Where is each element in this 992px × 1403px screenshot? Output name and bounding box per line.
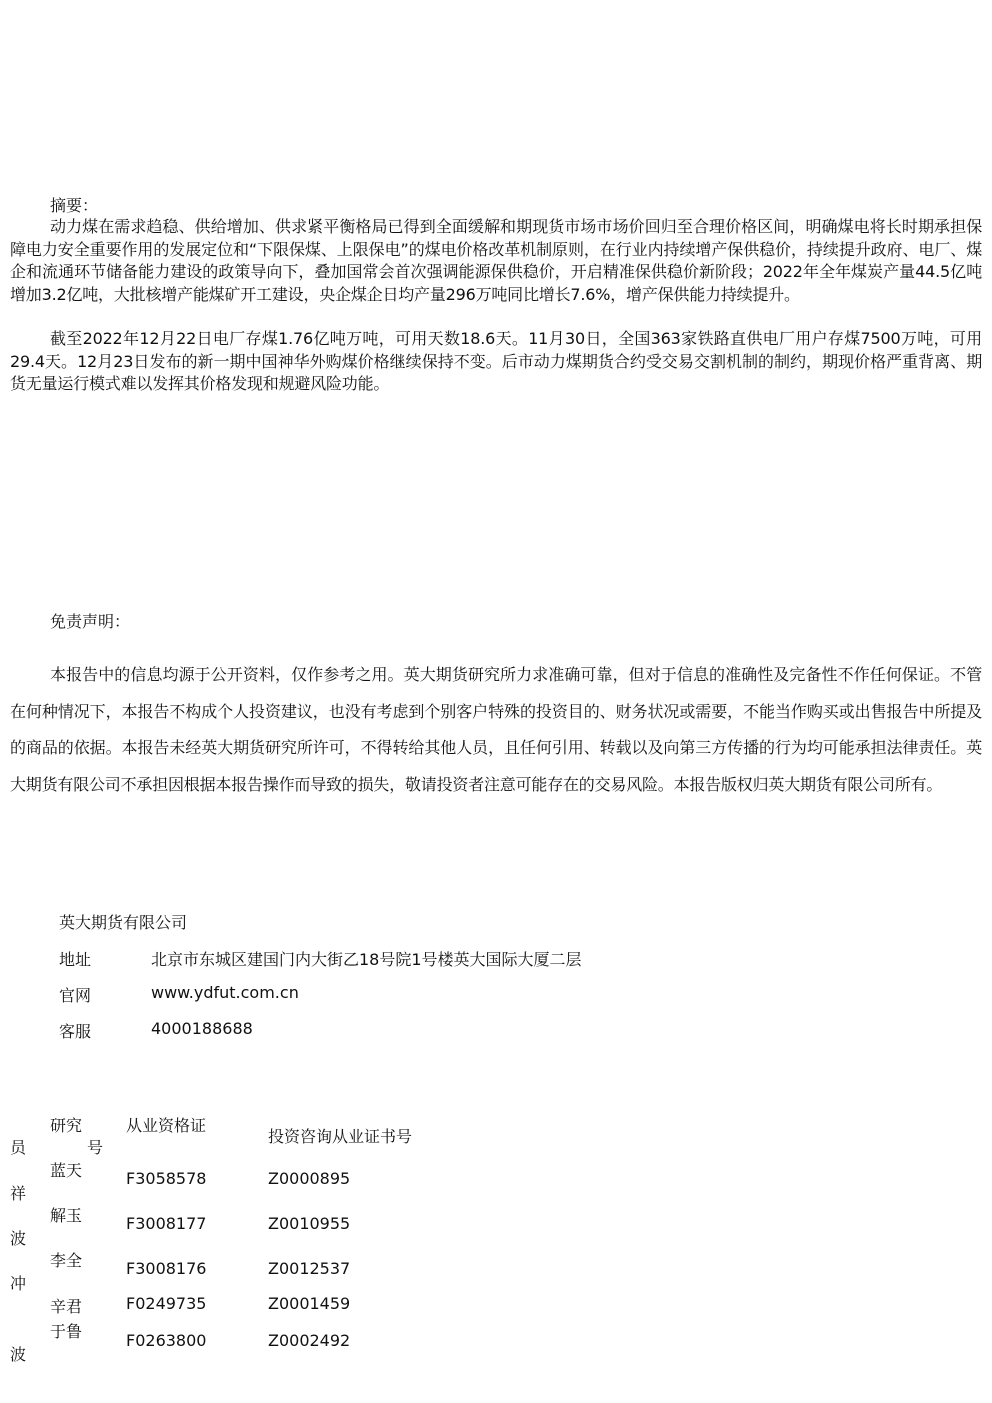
qualification-number: F0249735 [126,1294,207,1313]
company-name: 英大期货有限公司 [59,913,188,932]
header-certificate: 投资咨询从业证书号 [268,1127,413,1146]
analyst-name-cont: 冲 [10,1274,27,1293]
analyst-name: 解玉 [50,1206,83,1225]
header-researcher-line2: 员 [10,1138,27,1157]
certificate-number: Z0012537 [268,1259,351,1278]
header-number-suffix: 号 [87,1138,104,1157]
qualification-number: F0263800 [126,1331,207,1350]
summary-paragraph-1: 动力煤在需求趋稳、供给增加、供求紧平衡格局已得到全面缓解和期现货市场市场价回归至合理价格区间，明确煤电将长时期承担保障电力安全重要作用的发展定位和“下限保煤、上限保电”的煤电价格改革机制原则，在行业内持续增产保供稳价，持续提升政府、电厂、煤企和流通环节储备能力建设的政策导向下，叠加国常会首次强调能源保供稳价，开启精准保供稳价新阶段；2022年全年煤炭产量44.5亿吨增加3.2亿吨，大批核增产能煤矿开工建设，央企煤企日均产量296万吨同比增长7.6%，增产保供能力持续提升。 [10,217,982,304]
disclaimer-heading: 免责声明： [50,612,131,631]
header-researcher-line1: 研究 [50,1116,83,1135]
summary-paragraph-2: 截至2022年12月22日电厂存煤1.76亿吨万吨，可用天数18.6天。11月30日，全国363家铁路直供电厂用户存煤7500万吨，可用29.4天。12月23日发布的新一期中国神华外购煤价格继续保持不变。后市动力煤期货合约受交易交割机制的制约，期现价格严重背离、期货无量运行模式难以发挥其价格发现和规避风险功能。 [10,329,982,393]
service-phone: 4000188688 [151,1019,253,1038]
certificate-number: Z0001459 [268,1294,351,1313]
certificate-number: Z0010955 [268,1214,351,1233]
summary-heading: 摘要： [50,196,99,215]
analyst-name-cont: 波 [10,1229,27,1248]
website-link[interactable]: www.ydfut.com.cn [151,983,299,1002]
qualification-number: F3058578 [126,1169,207,1188]
header-qualification: 从业资格证 [126,1116,207,1135]
service-label: 客服 [59,1022,92,1041]
certificate-number: Z0000895 [268,1169,351,1188]
address-value: 北京市东城区建国门内大街乙18号院1号楼英大国际大厦二层 [151,950,582,969]
qualification-number: F3008176 [126,1259,207,1278]
disclaimer-body: 本报告中的信息均源于公开资料，仅作参考之用。英大期货研究所力求准确可靠，但对于信息的准确性及完备性不作任何保证。不管在何种情况下，本报告不构成个人投资建议，也没有考虑到个别客户特殊的投资目的、财务状况或需要，不能当作购买或出售报告中所提及的商品的依据。本报告未经英大期货研究所许可，不得转给其他人员，且任何引用、转载以及向第三方传播的行为均可能承担法律责任。英大期货有限公司不承担因根据本报告操作而导致的损失，敬请投资者注意可能存在的交易风险。本报告版权归英大期货有限公司所有。 [10,665,982,794]
analyst-name: 于鲁 [50,1322,83,1341]
analyst-name: 蓝天 [50,1161,83,1180]
address-label: 地址 [59,950,92,969]
certificate-number: Z0002492 [268,1331,351,1350]
website-label: 官网 [59,986,92,1005]
analyst-name: 李全 [50,1251,83,1270]
analyst-name-cont: 波 [10,1345,27,1364]
analyst-name-cont: 祥 [10,1184,27,1203]
qualification-number: F3008177 [126,1214,207,1233]
analyst-name: 辛君 [50,1297,83,1316]
